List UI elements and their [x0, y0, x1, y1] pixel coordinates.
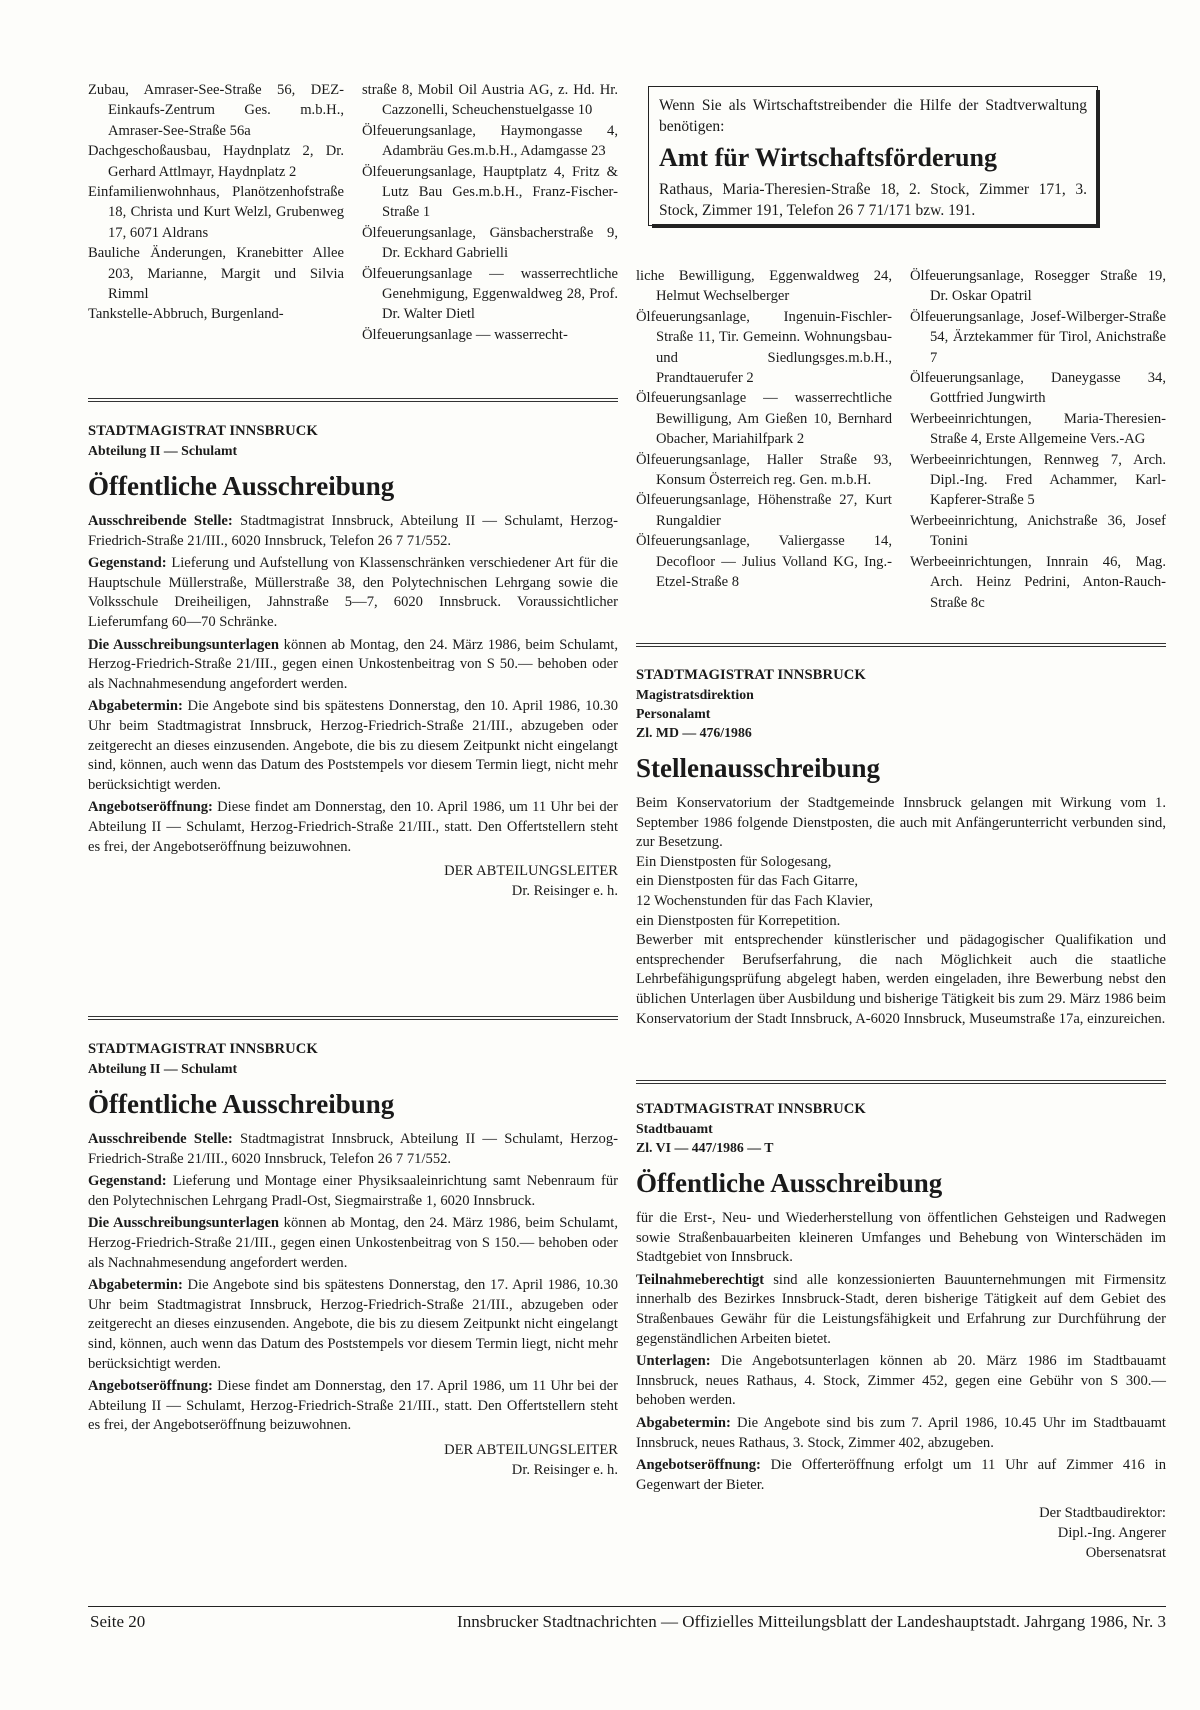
list-item: Ölfeuerungsanlage, Josef-Wilberger-Straße 54, Ärztekammer für Tirol, Anichstraße 7: [910, 308, 1166, 366]
notice-ref: Zl. VI — 447/1986 — T: [636, 1140, 774, 1155]
text: Die Angebotsunterlagen können ab 20. März 1986 im Stadtbauamt Innsbruck, neues Rathaus, 4. Stock, Zimmer 452, gegen eine Gebühr von S 300.— behoben werden.: [636, 1353, 1166, 1409]
list-item: Ölfeuerungsanlage, Haller Straße 93, Konsum Österreich reg. Gen. m.b.H.: [636, 451, 892, 489]
infobox-intro: Wenn Sie als Wirtschaftstreibender die Hilfe der Stadtverwaltung benötigen:: [659, 97, 1087, 135]
signature-title: DER ABTEILUNGSLEITER: [444, 1441, 618, 1458]
notice-title: Öffentliche Ausschreibung: [636, 1168, 943, 1198]
building-permits-list-col1: [88, 80, 344, 325]
text: Diese findet am Donnerstag, den 17. April 1986, um 11 Uhr bei der Abteilung II — Schulamt, Herzog-Friedrich-Straße 21/III., statt. Den Offertstellern steht es frei, der Angebotseröffnung beizuwohnen.: [88, 1378, 618, 1434]
text: können ab Montag, den 24. März 1986, beim Schulamt, Herzog-Friedrich-Straße 21/III., gegen einen Unkostenbeitrag von S 50.— behoben oder als Nachnahmesendung angefordert werden.: [88, 636, 619, 692]
list-item: Ölfeuerungsanlage, Gänsbacherstraße 9, Dr. Eckhard Gabrielli: [362, 224, 618, 262]
building-permits-list-col2: [362, 80, 618, 345]
list-item: straße 8, Mobil Oil Austria AG, z. Hd. Hr. Cazzonelli, Scheuchenstuelgasse 10: [362, 82, 618, 119]
notice-dept: Magistratsdirektion: [636, 687, 754, 702]
notice-ref: Zl. MD — 476/1986: [636, 725, 752, 740]
label: Ausschreibende Stelle:: [88, 513, 233, 529]
label: Die Ausschreibungsunterlagen: [88, 636, 279, 653]
notice-dept: Stadtbauamt: [636, 1121, 713, 1136]
list-item: Werbeeinrichtung, Anichstraße 36, Josef Tonini: [910, 512, 1166, 550]
text: Lieferung und Montage einer Physiksaaleinrichtung samt Nebenraum für den Polytechnischen Lehrgang Pradl-Ost, Siegmairstraße 1, 6020 Innsbruck.: [88, 1173, 618, 1209]
infobox-heading: Amt für Wirtschaftsförderung: [659, 143, 997, 172]
text: Die Offerteröffnung erfolgt um 11 Uhr auf Zimmer 416 in Gegenwart der Bieter.: [636, 1457, 1166, 1493]
label: Teilnahmeberechtigt: [636, 1271, 765, 1288]
list-item: Ölfeuerungsanlage — wasserrecht-: [362, 326, 568, 343]
footer-rule: [88, 1606, 1166, 1607]
list-item: Ölfeuerungsanlage, Rosegger Straße 19, Dr. Oskar Opatril: [910, 268, 1166, 305]
page-number: Seite 20: [90, 1612, 146, 1631]
signature-name: Dipl.-Ing. Angerer: [1057, 1525, 1166, 1542]
text-line: Beim Konservatorium der Stadtgemeinde Innsbruck gelangen mit Wirkung vom 1. September 1986 folgende Dienstposten, die auch mit Anfängerunterricht verbunden sind, zur Besetzung.: [636, 795, 1166, 851]
section-divider: [636, 643, 1166, 647]
list-item: Ölfeuerungsanlage, Valiergasse 14, Decofloor — Julius Volland KG, Ing.-Etzel-Straße 8: [636, 533, 892, 591]
label: Angebotseröffnung:: [88, 799, 213, 816]
notice-body: [636, 1209, 1166, 1495]
text: können ab Montag, den 24. März 1986, beim Schulamt, Herzog-Friedrich-Straße 21/III., gegen einen Unkostenbeitrag von S 150.— behoben oder als Nachnahmesendung angefordert werden.: [88, 1215, 619, 1271]
list-item: Ölfeuerungsanlage — wasserrechtliche Genehmigung, Eggenwaldweg 28, Prof. Dr. Walter Dietl: [362, 265, 618, 323]
signature-name: Dr. Reisinger e. h.: [511, 1461, 618, 1478]
label: Unterlagen:: [636, 1353, 711, 1370]
label: Gegenstand:: [88, 555, 167, 572]
building-permits-list-col4: [910, 266, 1166, 613]
notice-title: Öffentliche Ausschreibung: [88, 1089, 395, 1119]
list-item: Werbeeinrichtungen, Maria-Theresien-Straße 4, Erste Allgemeine Vers.-AG: [910, 410, 1166, 448]
text: sind alle konzessionierten Bauunternehmungen mit Firmensitz innerhalb des Bezirkes Innsbruck-Stadt, deren bisherige Tätigkeit auf dem Gebiet des Straßenbaues Gewähr für die Leistungsfähigkeit und Erfahrung zur Durchführung der gegenständlichen Arbeiten bietet.: [636, 1271, 1166, 1347]
notice-body: [88, 512, 618, 857]
notice-org: STADTMAGISTRAT INNSBRUCK: [636, 667, 866, 683]
text: Lieferung und Aufstellung von Klassenschränken verschiedener Art für die Hauptschule Müllerstraße, Müllerstraße 38, den Polytechnischen Lehrgang sowie die Volksschule Dreiheiligen, Jahnstraße 5—7, 6020 Innsbruck. Voraussichtlicher Lieferumfang 60—70 Schränke.: [88, 555, 618, 630]
building-permits-list-col3: [636, 266, 892, 593]
label: Abgabetermin:: [636, 1414, 731, 1431]
section-divider: [88, 398, 618, 402]
list-item: Ölfeuerungsanlage, Hauptplatz 4, Fritz & Lutz Bau Ges.m.b.H., Franz-Fischer-Straße 1: [362, 163, 618, 221]
list-item: Bauliche Änderungen, Kranebitter Allee 203, Marianne, Margit und Silvia Rimml: [88, 245, 344, 303]
infobox-address: Rathaus, Maria-Theresien-Straße 18, 2. Stock, Zimmer 171, 3. Stock, Zimmer 191, Telefon 26 7 71/171 bzw. 191.: [659, 181, 1087, 219]
text-line: ein Dienstposten für das Fach Gitarre,: [636, 873, 859, 890]
list-item: Dachgeschoßausbau, Haydnplatz 2, Dr. Gerhard Attlmayr, Haydnplatz 2: [88, 143, 344, 180]
text-line: 12 Wochenstunden für das Fach Klavier,: [636, 892, 874, 909]
notice-title: Stellenausschreibung: [636, 753, 881, 783]
notice-stadtbauamt: [636, 1100, 1166, 1563]
text: Die Angebote sind bis spätestens Donnerstag, den 10. April 1986, 10.30 Uhr beim Stadtmagistrat Innsbruck, Herzog-Friedrich-Straße 21/III., abzugeben oder zeitgerecht an dieses einzusenden. Angebote, die bis zu diesem Zeitpunkt nicht eingelangt sind, können, auch wenn das Datum des Poststempels vor diesem Termin liegt, nicht mehr berücksichtigt werden.: [88, 698, 618, 793]
label: Gegenstand:: [88, 1173, 167, 1190]
text-line: Bewerber mit entsprechender künstlerischer und pädagogischer Qualifikation und entsprechender Berufserfahrung, die nach Möglichkeit auch die staatliche Lehrbefähigungsprüfung abgelegt haben, werden eingeladen, ihre Bewerbung nebst den üblichen Unterlagen über Ausbildung und bisherige Tätigkeit bis zum 29. März 1986 beim Konservatorium der Stadt Innsbruck, A-6020 Innsbruck, Museumstraße 17a, einzureichen.: [636, 932, 1166, 1027]
notice-title: Öffentliche Ausschreibung: [88, 471, 395, 501]
list-item: Ölfeuerungsanlage — wasserrechtliche Bewilligung, Am Gießen 10, Bernhard Obacher, Mariahilfpark 2: [636, 390, 892, 448]
text-line: ein Dienstposten für Korrepetition.: [636, 912, 841, 929]
label: Abgabetermin:: [88, 698, 183, 715]
notice-body: [88, 1130, 618, 1436]
text: Stadtmagistrat Innsbruck, Abteilung II — Schulamt, Herzog-Friedrich-Straße 21/III., 6020 Innsbruck, Telefon 26 7 71/552.: [88, 513, 618, 549]
text: Diese findet am Donnerstag, den 10. April 1986, um 11 Uhr bei der Abteilung II — Schulamt, Herzog-Friedrich-Straße 21/III., statt. Den Offertstellern steht es frei, der Angebotseröffnung beizuwohnen.: [88, 799, 618, 855]
label: Die Ausschreibungsunterlagen: [88, 1215, 279, 1232]
list-item: Ölfeuerungsanlage, Haymongasse 4, Adambräu Ges.m.b.H., Adamgasse 23: [362, 122, 618, 160]
list-item: Tankstelle-Abbruch, Burgenland-: [88, 306, 284, 323]
list-item: Werbeeinrichtungen, Innrain 46, Mag. Arch. Heinz Pedrini, Anton-Rauch-Straße 8c: [910, 553, 1166, 611]
signature-title: DER ABTEILUNGSLEITER: [444, 863, 618, 880]
notice-subdept: Personalamt: [636, 706, 711, 721]
list-item: Werbeeinrichtungen, Rennweg 7, Arch. Dipl.-Ing. Fred Achammer, Karl-Kapferer-Straße 5: [910, 451, 1166, 509]
notice-org: STADTMAGISTRAT INNSBRUCK: [88, 423, 318, 439]
list-item: Zubau, Amraser-See-Straße 56, DEZ-Einkaufs-Zentrum Ges. m.b.H., Amraser-See-Straße 56a: [88, 82, 344, 139]
label: Angebotseröffnung:: [636, 1457, 761, 1474]
label: Ausschreibende Stelle:: [88, 1131, 233, 1147]
label: Abgabetermin:: [88, 1277, 183, 1294]
list-item: Einfamilienwohnhaus, Planötzenhofstraße 18, Christa und Kurt Welzl, Grubenweg 17, 6071 Aldrans: [88, 184, 344, 241]
notice-org: STADTMAGISTRAT INNSBRUCK: [88, 1041, 318, 1057]
signature-rank: Obersenatsrat: [1085, 1545, 1166, 1562]
text: Stadtmagistrat Innsbruck, Abteilung II — Schulamt, Herzog-Friedrich-Straße 21/III., 6020 Innsbruck, Telefon 26 7 71/552.: [88, 1131, 618, 1167]
section-divider: [88, 1016, 618, 1020]
notice-body: [636, 794, 1166, 1029]
list-item: Ölfeuerungsanlage, Höhenstraße 27, Kurt Rungaldier: [636, 492, 892, 529]
list-item: liche Bewilligung, Eggenwaldweg 24, Helmut Wechselberger: [636, 268, 892, 305]
wirtschaftsfoerderung-infobox: [648, 86, 1098, 226]
publication-line: Innsbrucker Stadtnachrichten — Offizielles Mitteilungsblatt der Landeshauptstadt. Jahrgang 1986, Nr. 3: [457, 1612, 1166, 1631]
notice-schulamt-physiksaal: [88, 1040, 618, 1480]
list-item: Ölfeuerungsanlage, Daneygasse 34, Gottfried Jungwirth: [910, 370, 1166, 407]
text-line: Ein Dienstposten für Sologesang,: [636, 853, 832, 870]
text: Die Angebote sind bis spätestens Donnerstag, den 17. April 1986, 10.30 Uhr beim Stadtmagistrat Innsbruck, Herzog-Friedrich-Straße 21/III., abzugeben oder zeitgerecht an dieses einzusenden. Angebote, die bis zu diesem Zeitpunkt nicht eingelangt sind, können, auch wenn das Datum des Poststempels vor diesem Termin liegt, nicht mehr berücksichtigt werden.: [88, 1277, 618, 1372]
label: Angebotseröffnung:: [88, 1378, 213, 1395]
notice-dept: Abteilung II — Schulamt: [88, 1061, 238, 1076]
signature-title: Der Stadtbaudirektor:: [1039, 1505, 1166, 1522]
text: Die Angebote sind bis zum 7. April 1986, 10.45 Uhr im Stadtbauamt Innsbruck, neues Rathaus, 3. Stock, Zimmer 402, abzugeben.: [636, 1414, 1166, 1451]
signature-name: Dr. Reisinger e. h.: [511, 883, 618, 900]
notice-org: STADTMAGISTRAT INNSBRUCK: [636, 1101, 866, 1117]
notice-schulamt-klassenschraenke: [88, 422, 618, 901]
notice-dept: Abteilung II — Schulamt: [88, 443, 238, 458]
section-divider: [636, 1080, 1166, 1084]
text: für die Erst-, Neu- und Wiederherstellung von öffentlichen Gehsteigen und Radwegen sowie Straßenbauarbeiten kleineren Umfanges und Behebung von Winterschäden im Stadtgebiet von Innsbruck.: [636, 1210, 1166, 1266]
notice-stellenausschreibung: [636, 666, 1166, 1029]
list-item: Ölfeuerungsanlage, Ingenuin-Fischler-Straße 11, Tir. Gemeinn. Wohnungsbau- und Siedlungsges.m.b.H., Prandtauerufer 2: [636, 308, 892, 387]
